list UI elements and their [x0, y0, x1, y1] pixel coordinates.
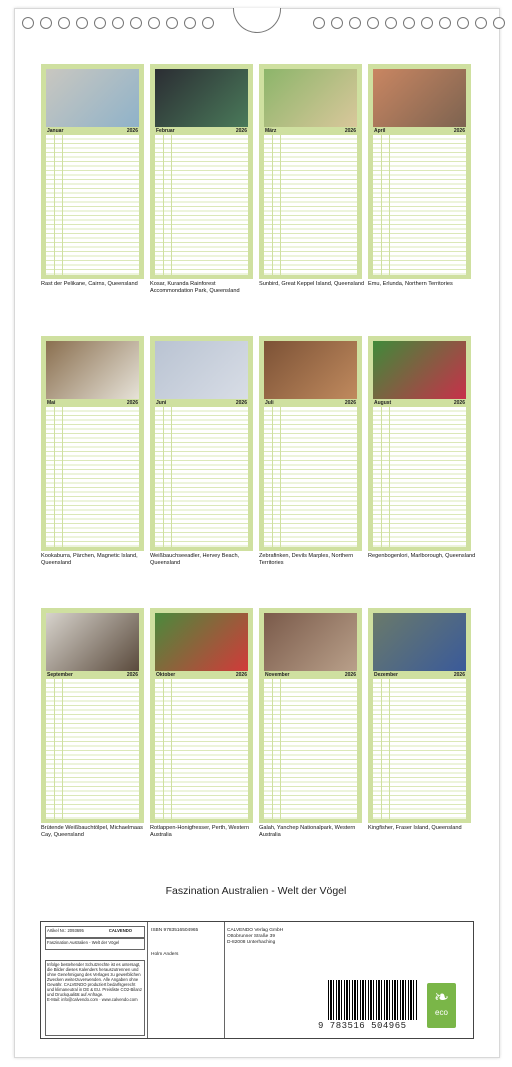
month-photo: [46, 341, 139, 399]
planner-grid: [46, 407, 139, 547]
month-year: 2026: [344, 400, 356, 406]
month-photo: [155, 341, 248, 399]
month-year: 2026: [235, 672, 247, 678]
planner-grid: [373, 407, 466, 547]
binding-hole: [184, 17, 196, 29]
binding-hole: [130, 17, 142, 29]
binding-hole: [94, 17, 106, 29]
month-header: [155, 128, 248, 134]
binding-hole: [202, 17, 214, 29]
photo-caption: Weißbauchseeadler, Hervey Beach, Queensland: [150, 553, 240, 566]
month-header: [46, 400, 139, 406]
month-year: 2026: [453, 400, 465, 406]
article-cell: [45, 926, 145, 938]
month-header: [46, 128, 139, 134]
month-header: [264, 400, 357, 406]
binding-hole: [493, 17, 505, 29]
month-photo: [373, 613, 466, 671]
planner-grid: [373, 135, 466, 275]
month-photo: [264, 613, 357, 671]
binding-hole: [22, 17, 34, 29]
planner-grid: [155, 679, 248, 819]
binding-hole: [313, 17, 325, 29]
barcode-number: 9 783516 504965: [318, 1021, 428, 1031]
binding-hole: [58, 17, 70, 29]
month-name: August: [374, 400, 392, 406]
isbn-cell: [147, 922, 225, 1038]
photo-caption: Regenbogenlori, Marlborough, Queensland: [368, 553, 476, 559]
planner-grid: [373, 679, 466, 819]
binding-hole: [40, 17, 52, 29]
month-name: September: [47, 672, 73, 678]
binding-hole: [367, 17, 379, 29]
month-header: [46, 672, 139, 678]
month-panel: [41, 64, 144, 279]
month-panel: [150, 336, 253, 551]
month-year: 2026: [344, 672, 356, 678]
month-photo: [373, 69, 466, 127]
month-photo: [46, 613, 139, 671]
photo-caption: Rotlappen-Honigfresser, Perth, Western Australia: [150, 825, 250, 838]
month-name: November: [265, 672, 290, 678]
month-header: [155, 672, 248, 678]
binding-hole: [457, 17, 469, 29]
month-panel: [259, 608, 362, 823]
article-number: Artikel Nr.: 2093695: [47, 928, 84, 933]
photo-caption: Sunbird, Great Keppel Island, Queensland: [259, 281, 365, 287]
photo-caption: Emu, Erlunda, Northern Territories: [368, 281, 453, 287]
eco-label: eco: [435, 1008, 448, 1017]
month-panel: [150, 608, 253, 823]
photo-caption: Brütende Weißbauchtölpel, Michaelmaas Cay, Queensland: [41, 825, 143, 838]
photo-caption: Rast der Pelikane, Cairns, Queensland: [41, 281, 138, 287]
month-name: Mai: [47, 400, 56, 406]
planner-grid: [46, 135, 139, 275]
planner-grid: [264, 135, 357, 275]
month-header: [264, 128, 357, 134]
month-header: [373, 128, 466, 134]
publisher-city: D-82008 Unterhaching: [227, 940, 276, 945]
month-year: 2026: [126, 672, 138, 678]
binding-hole: [403, 17, 415, 29]
month-name: Juni: [156, 400, 167, 406]
binding-hole: [112, 17, 124, 29]
month-panel: [368, 608, 471, 823]
month-year: 2026: [453, 128, 465, 134]
month-photo: [264, 69, 357, 127]
binding-hole: [421, 17, 433, 29]
month-photo: [46, 69, 139, 127]
month-year: 2026: [235, 128, 247, 134]
photo-caption: Kookaburra, Pärchen, Magnetic Island, Queensland: [41, 553, 138, 566]
publisher-name: CALVENDO Verlag GmbH: [227, 928, 284, 933]
month-header: [373, 400, 466, 406]
month-year: 2026: [235, 400, 247, 406]
month-photo: [155, 69, 248, 127]
month-name: Juli: [265, 400, 274, 406]
month-panel: [150, 64, 253, 279]
month-year: 2026: [453, 672, 465, 678]
planner-grid: [264, 679, 357, 819]
month-name: Februar: [156, 128, 175, 134]
leaf-icon: ❧: [433, 987, 450, 1007]
month-panel: [41, 336, 144, 551]
photo-caption: Galah, Yanchep Nationalpark, Western Australia: [259, 825, 356, 838]
month-year: 2026: [126, 128, 138, 134]
eco-badge: [427, 983, 456, 1028]
series-cell: [45, 938, 145, 950]
month-name: März: [265, 128, 277, 134]
legal-cell: [45, 960, 145, 1036]
month-name: Oktober: [156, 672, 176, 678]
calendar-title: Faszination Australien - Welt der Vögel: [165, 885, 347, 897]
binding-hole: [148, 17, 160, 29]
month-header: [373, 672, 466, 678]
month-name: April: [374, 128, 386, 134]
planner-grid: [264, 407, 357, 547]
month-panel: [41, 608, 144, 823]
month-photo: [264, 341, 357, 399]
binding-hole: [439, 17, 451, 29]
legal-text: Infolge bestehender Schutzrechte ist es untersagt, die Bilder dieses Kalenders herauszutrennen und ohne Genehmigung des Verlages zu gewerblichen Zwecken weiterzuverwenden. Alle Angaben ohne Gewähr. CALVENDO produziert bedarfsgerecht und klimaneutral in DE & EU. Preisliste CO2-Bilanz und Druckqualität auf Anfrage.: [47, 962, 142, 997]
photo-caption: Kingfisher, Fraser Island, Queensland: [368, 825, 462, 831]
month-year: 2026: [126, 400, 138, 406]
barcode-image: [328, 980, 418, 1020]
photo-caption: Kosar, Kuranda Rainforest Accommondation Park, Queensland: [150, 281, 240, 294]
planner-grid: [155, 135, 248, 275]
binding-hole: [331, 17, 343, 29]
month-panel: [368, 64, 471, 279]
month-name: Dezember: [374, 672, 398, 678]
month-photo: [155, 613, 248, 671]
month-year: 2026: [344, 128, 356, 134]
author: Holm Anders: [151, 952, 179, 957]
isbn: ISBN 9783516504965: [151, 928, 199, 933]
publisher-logo: CALVENDO: [108, 928, 132, 933]
photo-caption: Zebrafinken, Devils Marples, Northern Territories: [259, 553, 354, 566]
month-header: [264, 672, 357, 678]
contact-text: E-Mail: info@calvendo.com · www.calvendo.com: [47, 997, 138, 1002]
binding-hole: [166, 17, 178, 29]
month-name: Januar: [47, 128, 64, 134]
planner-grid: [155, 407, 248, 547]
month-header: [155, 400, 248, 406]
binding-hole: [76, 17, 88, 29]
month-panel: [259, 64, 362, 279]
binding-hole: [349, 17, 361, 29]
month-panel: [368, 336, 471, 551]
binding-hole: [475, 17, 487, 29]
publisher-street: Ottobrunner Straße 39: [227, 934, 275, 939]
month-panel: [259, 336, 362, 551]
binding-hole: [385, 17, 397, 29]
month-photo: [373, 341, 466, 399]
planner-grid: [46, 679, 139, 819]
series-name: Faszination Australien - Welt der Vögel: [47, 940, 120, 945]
